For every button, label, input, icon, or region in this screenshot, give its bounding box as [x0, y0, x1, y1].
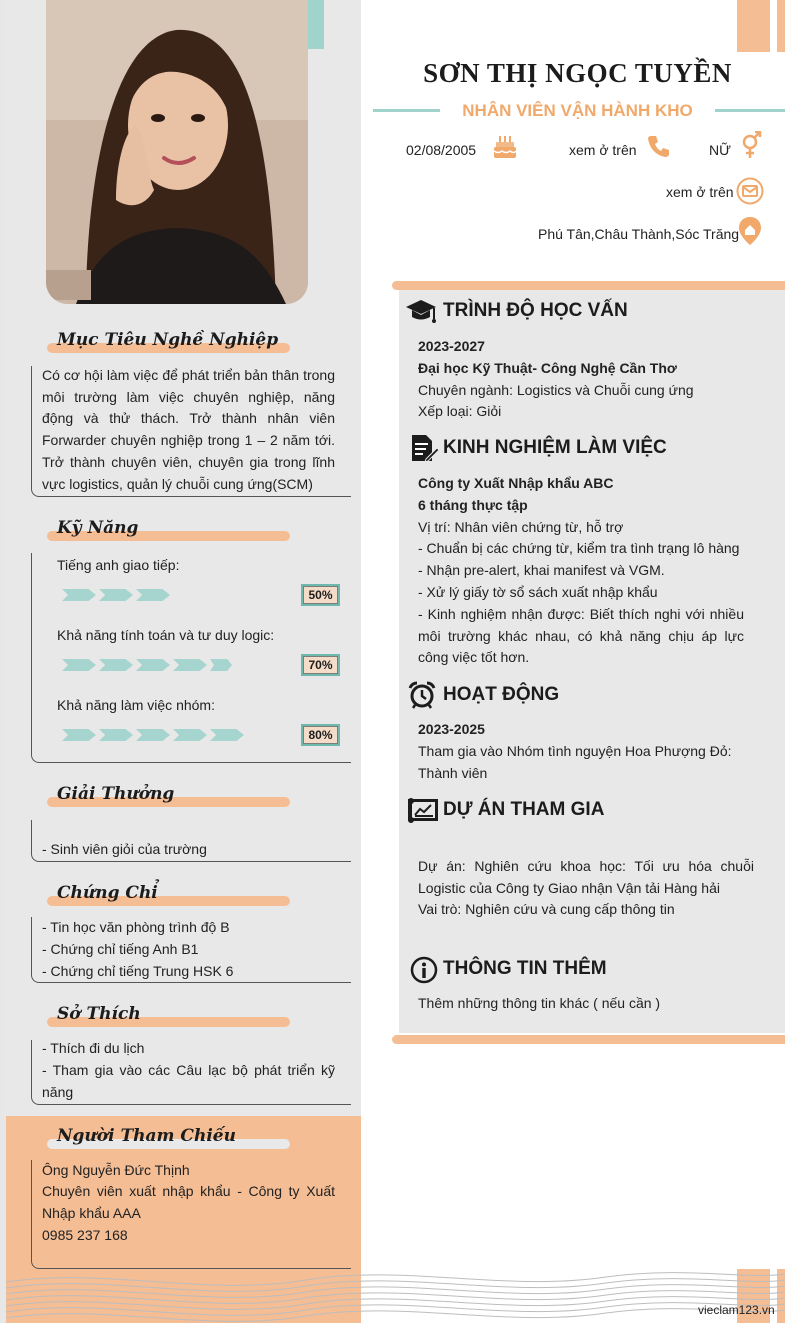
watermark-text: vieclam123.vn	[698, 1303, 775, 1317]
decorative-peach-corner	[737, 0, 770, 52]
skill-label: Khả năng tính toán và tư duy logic:	[57, 627, 275, 643]
certificate-item: - Tin học văn phòng trình độ B	[42, 919, 230, 935]
experience-company: Công ty Xuất Nhập khẩu ABC	[418, 475, 614, 491]
education-grade: Xếp loại: Giỏi	[418, 403, 502, 419]
gender-icon	[740, 131, 764, 162]
skill-label: Tiếng anh giao tiếp:	[57, 557, 180, 573]
more-info-text: Thêm những thông tin khác ( nếu cần )	[418, 995, 661, 1011]
objective-title: Mục Tiêu Nghề Nghiệp	[57, 330, 279, 350]
reference-phone: 0985 237 168	[42, 1227, 128, 1243]
awards-title: Giải Thưởng	[57, 784, 175, 804]
decorative-peach-strip	[777, 0, 785, 52]
education-school: Đại học Kỹ Thuật- Công Nghệ Cần Thơ	[418, 360, 677, 376]
skill-level-badge: 80%	[301, 724, 340, 746]
experience-title: KINH NGHIỆM LÀM VIỆC	[443, 437, 667, 458]
experience-duty: - Chuẩn bị các chứng từ, kiểm tra tình trạng lô hàng	[418, 540, 740, 556]
education-title: TRÌNH ĐỘ HỌC VẤN	[443, 300, 628, 321]
activities-title: HOẠT ĐỘNG	[443, 684, 560, 705]
education-major: Chuyên ngành: Logistics và Chuỗi cung ứng	[418, 382, 694, 398]
project-description: Dự án: Nghiên cứu khoa học: Tối ưu hóa chuỗi Logistic của Công ty Giao nhận Vận tải Hàng hải	[418, 858, 754, 896]
panel-top-bar	[392, 281, 785, 290]
certificate-item: - Chứng chỉ tiếng Anh B1	[42, 941, 199, 957]
skill-bar-teamwork	[62, 728, 244, 742]
phone-icon	[647, 134, 671, 161]
profile-photo	[46, 0, 308, 304]
info-icon	[410, 956, 438, 987]
hobby-item: - Tham gia vào các Câu lạc bộ phát triển kỹ năng	[42, 1062, 335, 1100]
objective-text: Có cơ hội làm việc để phát triển bản thân trong môi trường làm việc chuyên nghiệp, năng động và thử thách. Trở thành nhân viên Forwarder chuyên nghiệp trong 1 – 2 năm tới. Trở thành chuyên viên, chuyên gia trong lĩnh vực logistics, quản lý chuỗi cung ứng(SCM)	[42, 367, 335, 492]
awards-text: - Sinh viên giỏi của trường	[42, 841, 207, 857]
certificates-title: Chứng Chỉ	[57, 883, 158, 903]
location-pin-icon	[738, 216, 762, 249]
graduation-cap-icon	[405, 297, 437, 330]
document-edit-icon	[409, 433, 439, 466]
project-role: Vai trò: Nghiên cứu và cung cấp thông tin	[418, 901, 675, 917]
skill-label: Khả năng làm việc nhóm:	[57, 697, 215, 713]
experience-duty: - Nhận pre-alert, khai manifest và VGM.	[418, 562, 665, 578]
experience-duration: 6 tháng thực tập	[418, 497, 528, 513]
alarm-clock-icon	[408, 681, 436, 712]
phone-text: xem ở trên	[569, 142, 637, 158]
reference-name: Ông Nguyễn Đức Thịnh	[42, 1162, 190, 1178]
gender-text: NỮ	[709, 142, 732, 158]
panel-bottom-bar	[392, 1035, 785, 1044]
blueprint-chart-icon	[407, 796, 439, 827]
birthdate-text: 02/08/2005	[406, 142, 477, 158]
address-text: Phú Tân,Châu Thành,Sóc Trăng	[538, 226, 740, 242]
experience-duty: - Kinh nghiệm nhận được: Biết thích nghi với nhiều môi trường khác nhau, có khả năng chịu áp lực công việc tốt hơn.	[418, 606, 744, 666]
reference-title: Người Tham Chiếu	[57, 1126, 236, 1146]
projects-title: DỰ ÁN THAM GIA	[443, 799, 605, 820]
experience-position: Vị trí: Nhân viên chứng từ, hỗ trợ	[418, 519, 624, 535]
skill-level-badge: 70%	[301, 654, 340, 676]
skill-level-badge: 50%	[301, 584, 340, 606]
skill-bar-english	[62, 588, 170, 602]
birthday-cake-icon	[493, 133, 517, 162]
hobbies-title: Sở Thích	[57, 1004, 141, 1024]
education-period: 2023-2027	[418, 338, 485, 354]
skill-bar-logic	[62, 658, 232, 672]
email-icon	[736, 177, 764, 208]
reference-position: Chuyên viên xuất nhập khẩu - Công ty Xuất Nhập khẩu AAA	[42, 1183, 335, 1221]
hobby-item: - Thích đi du lịch	[42, 1040, 145, 1056]
email-text: xem ở trên	[666, 184, 734, 200]
job-title: NHÂN VIÊN VẬN HÀNH KHO	[440, 101, 715, 121]
decorative-wave-pattern	[6, 1262, 785, 1323]
candidate-name: SƠN THỊ NGỌC TUYỀN	[423, 58, 732, 88]
skills-title: Kỹ Năng	[57, 518, 139, 538]
experience-duty: - Xử lý giấy tờ sổ sách xuất nhập khẩu	[418, 584, 658, 600]
certificate-item: - Chứng chỉ tiếng Trung HSK 6	[42, 963, 234, 979]
activities-period: 2023-2025	[418, 721, 485, 737]
activities-text: Tham gia vào Nhóm tình nguyện Hoa Phượng Đỏ: Thành viên	[418, 743, 732, 781]
more-info-title: THÔNG TIN THÊM	[443, 958, 607, 979]
